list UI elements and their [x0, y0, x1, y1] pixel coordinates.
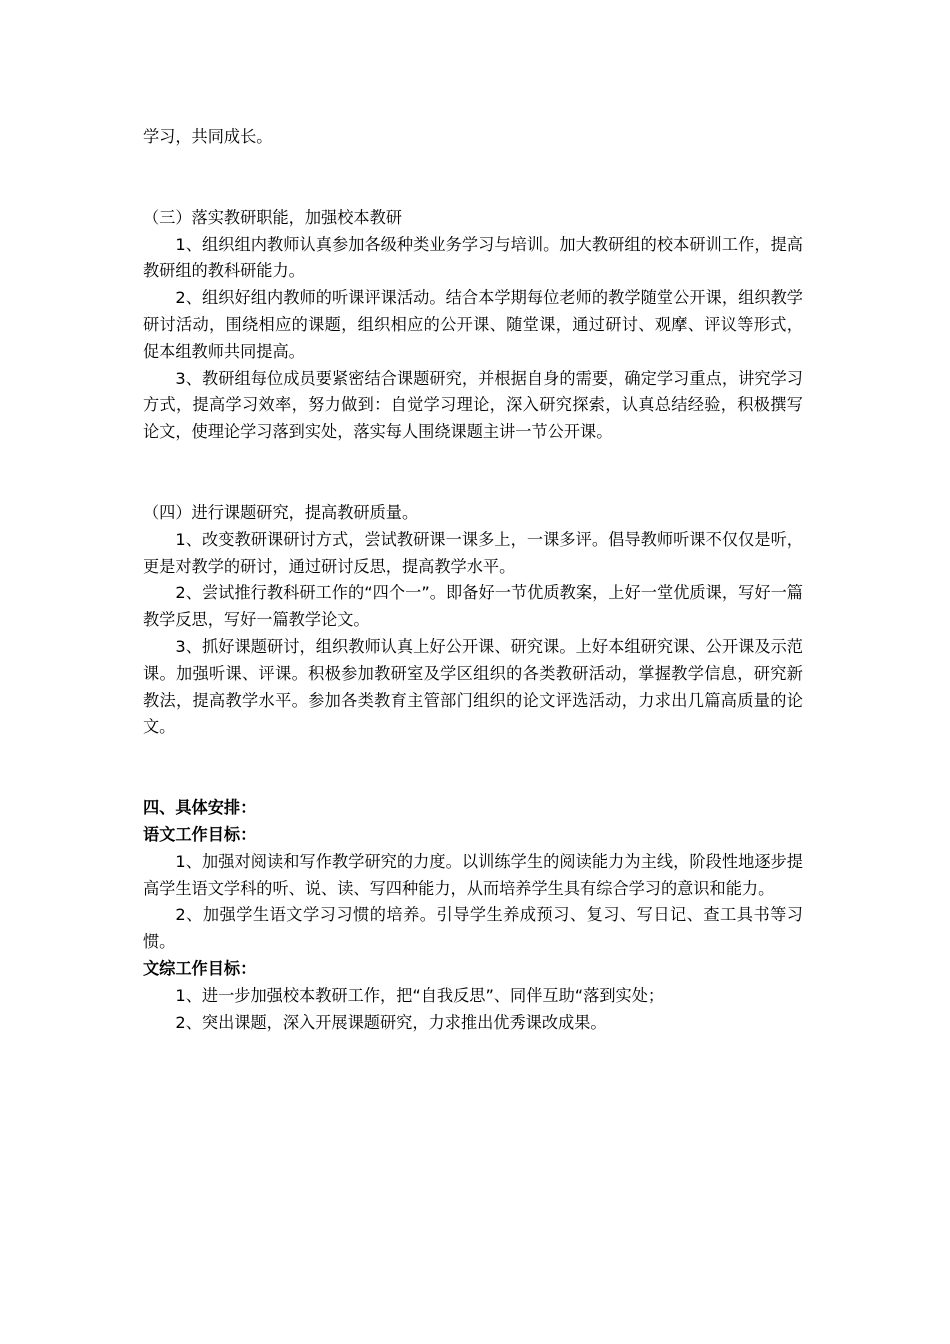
spacer [143, 741, 803, 795]
section-4-heading: （四）进行课题研究，提高教研质量。 [143, 502, 419, 522]
section-3-heading: （三）落实教研职能，加强校本教研 [143, 207, 402, 227]
liberal-arts-goals-heading: 文综工作目标： [143, 958, 257, 978]
section-4-item-2: 2、尝试推行教科研工作的“四个一”。即备好一节优质教案，上好一堂优质课，写好一篇教学反思，写好一篇教学论文。 [143, 583, 803, 630]
section-3-item-3: 3、教研组每位成员要紧密结合课题研究，并根据自身的需要，确定学习重点，讲究学习方式，提高学习效率，努力做到：自觉学习理论，深入研究探索，认真总结经验，积极撰写论文，使理论学习落到实处，落实每人围绕课题主讲一节公开课。 [143, 368, 803, 442]
arrangement-heading: 四、具体安排： [143, 798, 257, 818]
section-3-item-1: 1、组织组内教师认真参加各级种类业务学习与培训。加大教研组的校本研训工作，提高教研组的教科研能力。 [143, 234, 803, 281]
liberal-arts-goal-1: 1、进一步加强校本教研工作，把“自我反思”、同伴互助“落到实处； [175, 985, 665, 1005]
section-4-item-1: 1、改变教研课研讨方式，尝试教研课一课多上，一课多评。倡导教师听课不仅仅是听，更是对教学的研讨，通过研讨反思，提高教学水平。 [143, 529, 803, 576]
spacer [143, 446, 803, 500]
document-page [143, 124, 803, 1036]
chinese-goal-2: 2、加强学生语文学习习惯的培养。引导学生养成预习、复习、写日记、查工具书等习惯。 [143, 905, 803, 952]
section-4-item-3: 3、抓好课题研讨，组织教师认真上好公开课、研究课。上好本组研究课、公开课及示范课。加强听课、评课。积极参加教研室及学区组织的各类教研活动，掌握教学信息，研究新教法，提高教学水平。参加各类教育主管部门组织的论文评选活动，力求出几篇高质量的论文。 [143, 636, 803, 737]
spacer [143, 151, 803, 205]
chinese-goal-1: 1、加强对阅读和写作教学研究的力度。以训练学生的阅读能力为主线，阶段性地逐步提高学生语文学科的听、说、读、写四种能力，从而培养学生具有综合学习的意识和能力。 [143, 851, 803, 898]
section-3-item-2: 2、组织好组内教师的听课评课活动。结合本学期每位老师的教学随堂公开课，组织教学研讨活动，围绕相应的课题，组织相应的公开课、随堂课，通过研讨、观摩、评议等形式，促本组教师共同提高。 [143, 288, 803, 361]
continued-paragraph-tail: 学习，共同成长。 [143, 127, 273, 146]
liberal-arts-goal-2: 2、突出课题，深入开展课题研究，力求推出优秀课改成果。 [175, 1012, 607, 1032]
chinese-goals-heading: 语文工作目标： [143, 824, 257, 844]
